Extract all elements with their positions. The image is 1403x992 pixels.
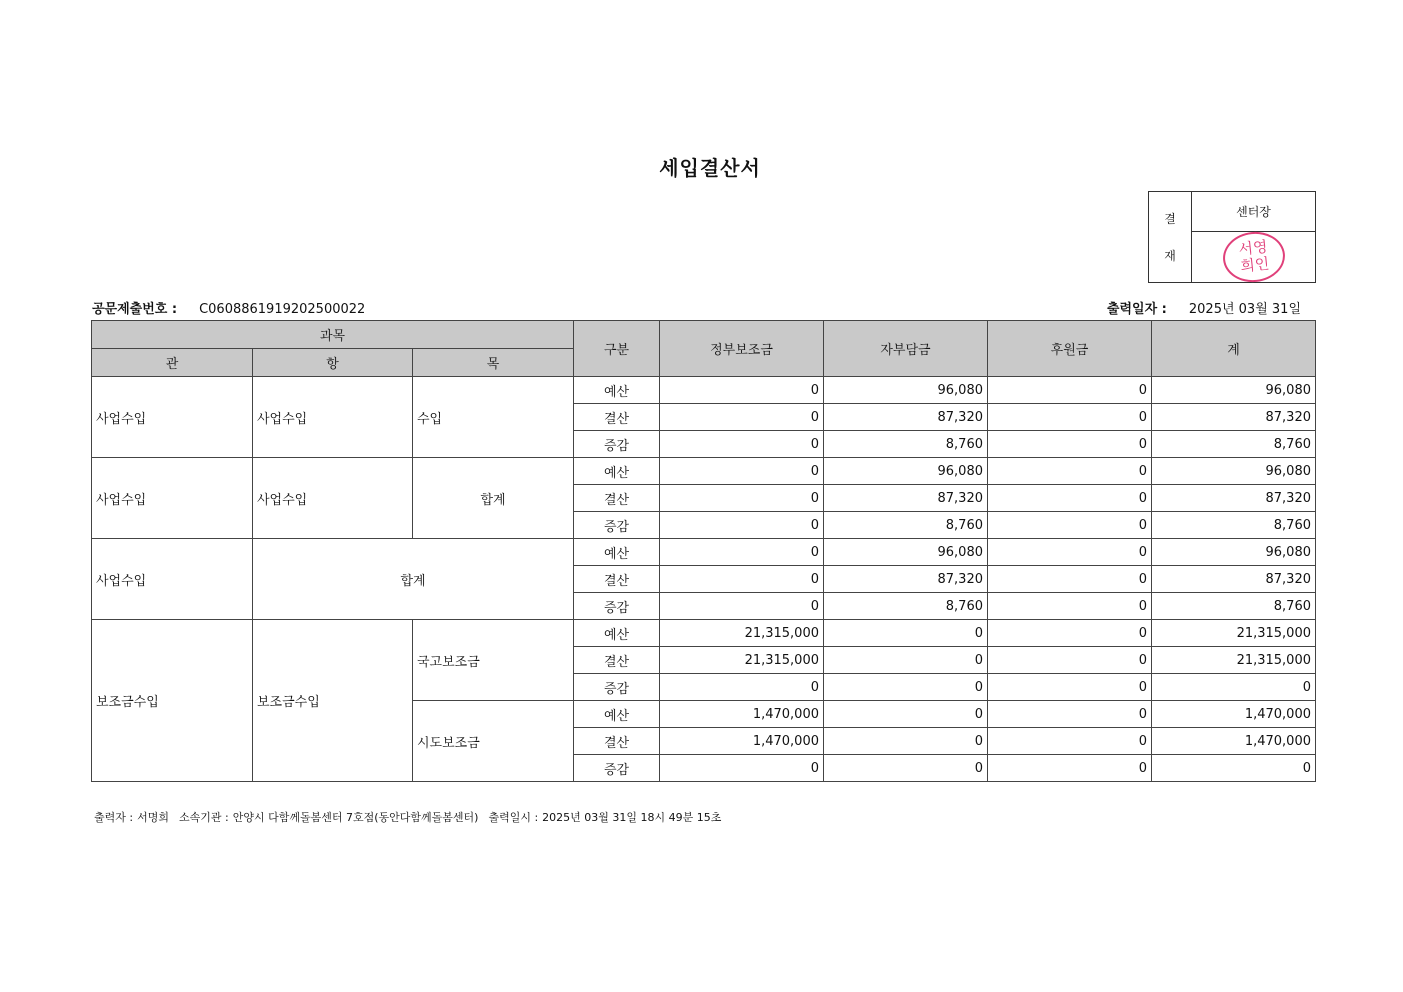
cell-sponsor: 0 bbox=[988, 377, 1152, 404]
cell-self: 0 bbox=[824, 728, 988, 755]
cell-gov: 0 bbox=[660, 512, 824, 539]
cell-self: 96,080 bbox=[824, 377, 988, 404]
cell-division: 예산 bbox=[574, 539, 660, 566]
cell-total: 21,315,000 bbox=[1152, 647, 1316, 674]
cell-division: 결산 bbox=[574, 566, 660, 593]
cell-gov: 1,470,000 bbox=[660, 701, 824, 728]
cell-hang: 사업수입 bbox=[253, 377, 413, 458]
cell-gov: 0 bbox=[660, 377, 824, 404]
table-row bbox=[92, 620, 1316, 647]
cell-total: 8,760 bbox=[1152, 431, 1316, 458]
cell-gwan: 사업수입 bbox=[92, 377, 253, 458]
cell-gov: 0 bbox=[660, 404, 824, 431]
cell-gov: 0 bbox=[660, 431, 824, 458]
cell-sponsor: 0 bbox=[988, 485, 1152, 512]
cell-sponsor: 0 bbox=[988, 701, 1152, 728]
print-date-label: 출력일자 : bbox=[1106, 302, 1167, 317]
cell-total: 96,080 bbox=[1152, 377, 1316, 404]
cell-total: 8,760 bbox=[1152, 593, 1316, 620]
header-gov-subsidy: 정부보조금 bbox=[660, 321, 824, 377]
cell-self: 0 bbox=[824, 755, 988, 782]
cell-gov: 0 bbox=[660, 593, 824, 620]
print-time-value: 2025년 03월 31일 18시 49분 15초 bbox=[542, 811, 722, 824]
cell-sponsor: 0 bbox=[988, 674, 1152, 701]
cell-division: 예산 bbox=[574, 377, 660, 404]
cell-total: 0 bbox=[1152, 674, 1316, 701]
cell-self: 96,080 bbox=[824, 539, 988, 566]
cell-sponsor: 0 bbox=[988, 593, 1152, 620]
cell-sponsor: 0 bbox=[988, 458, 1152, 485]
cell-self: 87,320 bbox=[824, 485, 988, 512]
cell-division: 결산 bbox=[574, 404, 660, 431]
cell-sponsor: 0 bbox=[988, 404, 1152, 431]
print-date-value: 2025년 03월 31일 bbox=[1188, 302, 1301, 317]
cell-gwan: 보조금수입 bbox=[92, 620, 253, 782]
cell-total: 0 bbox=[1152, 755, 1316, 782]
cell-total: 96,080 bbox=[1152, 539, 1316, 566]
cell-sponsor: 0 bbox=[988, 566, 1152, 593]
printer-label: 출력자 : bbox=[94, 811, 134, 824]
cell-self: 0 bbox=[824, 620, 988, 647]
cell-sponsor: 0 bbox=[988, 755, 1152, 782]
cell-mok: 수입 bbox=[413, 377, 574, 458]
header-self-funded: 자부담금 bbox=[824, 321, 988, 377]
cell-gov: 21,315,000 bbox=[660, 620, 824, 647]
print-footer bbox=[94, 809, 721, 825]
cell-mok: 국고보조금 bbox=[413, 620, 574, 701]
cell-gov: 0 bbox=[660, 485, 824, 512]
cell-self: 8,760 bbox=[824, 593, 988, 620]
stamp-line-2: 희인 bbox=[1238, 254, 1270, 276]
cell-division: 증감 bbox=[574, 674, 660, 701]
cell-self: 87,320 bbox=[824, 566, 988, 593]
approver-role: 센터장 bbox=[1192, 192, 1315, 232]
header-category: 과목 bbox=[92, 321, 574, 349]
cell-mok: 시도보조금 bbox=[413, 701, 574, 782]
cell-division: 증감 bbox=[574, 593, 660, 620]
header-sponsorship: 후원금 bbox=[988, 321, 1152, 377]
table-row bbox=[92, 458, 1316, 485]
cell-total: 8,760 bbox=[1152, 512, 1316, 539]
cell-sponsor: 0 bbox=[988, 539, 1152, 566]
org-label: 소속기관 : bbox=[178, 811, 229, 824]
cell-sponsor: 0 bbox=[988, 512, 1152, 539]
cell-self: 87,320 bbox=[824, 404, 988, 431]
document-number-value: C0608861919202500022 bbox=[199, 302, 366, 317]
cell-total: 87,320 bbox=[1152, 566, 1316, 593]
print-time-label: 출력일시 : bbox=[488, 811, 539, 824]
stamp-line-1: 서영 bbox=[1237, 237, 1268, 259]
cell-total: 1,470,000 bbox=[1152, 728, 1316, 755]
cell-sponsor: 0 bbox=[988, 620, 1152, 647]
cell-division: 결산 bbox=[574, 485, 660, 512]
cell-total: 87,320 bbox=[1152, 404, 1316, 431]
cell-gov: 0 bbox=[660, 539, 824, 566]
cell-gov: 0 bbox=[660, 674, 824, 701]
cell-hang: 사업수입 bbox=[253, 458, 413, 539]
cell-gov: 0 bbox=[660, 755, 824, 782]
cell-sponsor: 0 bbox=[988, 647, 1152, 674]
approval-label-bottom: 재 bbox=[1164, 249, 1176, 263]
cell-total: 21,315,000 bbox=[1152, 620, 1316, 647]
table-row bbox=[92, 539, 1316, 566]
cell-self: 0 bbox=[824, 701, 988, 728]
cell-sponsor: 0 bbox=[988, 431, 1152, 458]
table-row bbox=[92, 377, 1316, 404]
cell-total: 1,470,000 bbox=[1152, 701, 1316, 728]
document-number-label: 공문제출번호 : bbox=[92, 302, 178, 317]
revenue-settlement-table bbox=[91, 320, 1316, 782]
approval-box bbox=[1148, 191, 1316, 283]
cell-hang: 보조금수입 bbox=[253, 620, 413, 782]
cell-self: 8,760 bbox=[824, 512, 988, 539]
header-mok: 목 bbox=[413, 349, 574, 377]
cell-division: 예산 bbox=[574, 458, 660, 485]
cell-gov: 1,470,000 bbox=[660, 728, 824, 755]
cell-self: 8,760 bbox=[824, 431, 988, 458]
cell-division: 증감 bbox=[574, 512, 660, 539]
header-division: 구분 bbox=[574, 321, 660, 377]
print-date bbox=[1107, 298, 1301, 317]
cell-gwan: 사업수입 bbox=[92, 458, 253, 539]
cell-self: 0 bbox=[824, 674, 988, 701]
cell-self: 0 bbox=[824, 647, 988, 674]
seal-stamp bbox=[1220, 229, 1287, 285]
header-gwan: 관 bbox=[92, 349, 253, 377]
cell-division: 예산 bbox=[574, 701, 660, 728]
cell-gov: 21,315,000 bbox=[660, 647, 824, 674]
printer-value: 서명희 bbox=[137, 811, 169, 824]
cell-mok-subtotal: 합계 bbox=[413, 458, 574, 539]
cell-sponsor: 0 bbox=[988, 728, 1152, 755]
header-total: 계 bbox=[1152, 321, 1316, 377]
cell-hang-subtotal: 합계 bbox=[253, 539, 574, 620]
cell-gov: 0 bbox=[660, 566, 824, 593]
cell-total: 87,320 bbox=[1152, 485, 1316, 512]
document-title: 세입결산서 bbox=[659, 156, 761, 180]
cell-division: 결산 bbox=[574, 728, 660, 755]
cell-division: 증감 bbox=[574, 431, 660, 458]
cell-gov: 0 bbox=[660, 458, 824, 485]
cell-division: 예산 bbox=[574, 620, 660, 647]
approval-label-top: 결 bbox=[1164, 212, 1176, 226]
header-hang: 항 bbox=[253, 349, 413, 377]
signature-area bbox=[1192, 232, 1315, 282]
cell-total: 96,080 bbox=[1152, 458, 1316, 485]
cell-division: 증감 bbox=[574, 755, 660, 782]
cell-gwan: 사업수입 bbox=[92, 539, 253, 620]
org-value: 안양시 다함께돌봄센터 7호점(동안다함께돌봄센터) bbox=[232, 811, 479, 824]
approval-label bbox=[1149, 192, 1192, 282]
document-number bbox=[92, 298, 365, 317]
cell-division: 결산 bbox=[574, 647, 660, 674]
cell-self: 96,080 bbox=[824, 458, 988, 485]
